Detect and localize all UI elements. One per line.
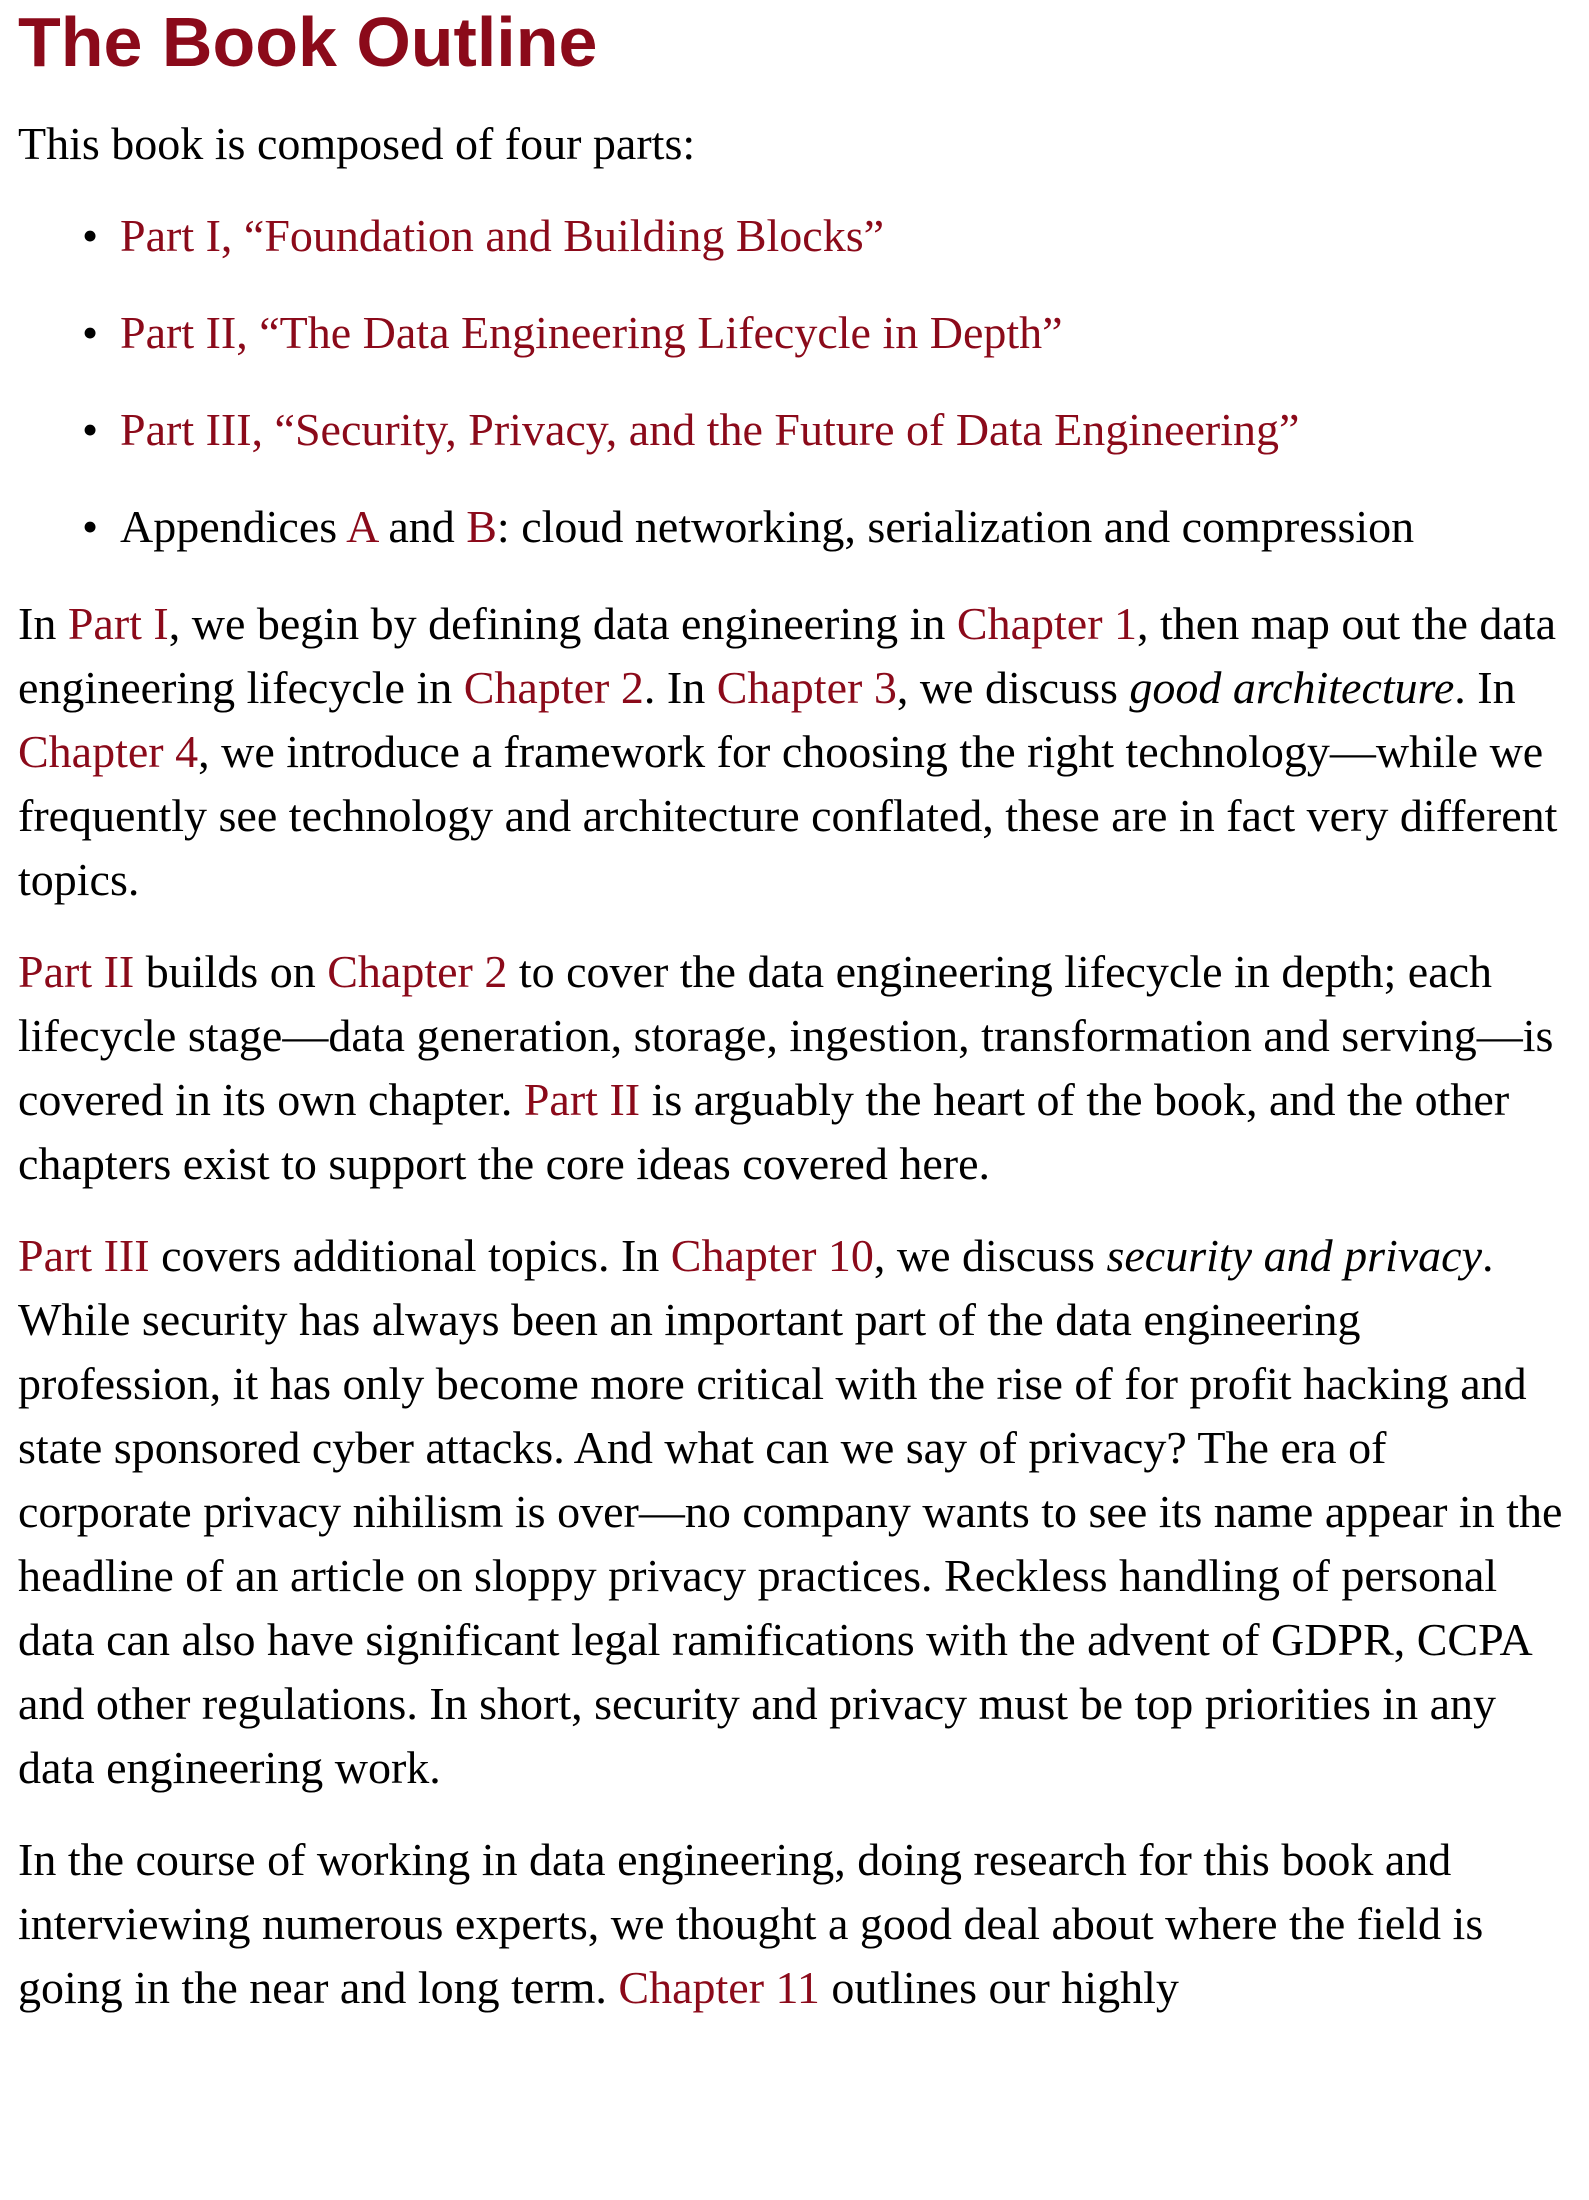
outline-list (18, 204, 1571, 559)
bullet-icon: • (82, 404, 99, 455)
paragraph-future (18, 1828, 1571, 2020)
outline-item-part-3 (82, 398, 1571, 462)
text: outlines our highly (819, 1962, 1179, 2013)
text: covers additional topics. In (149, 1230, 671, 1281)
section-heading: The Book Outline (18, 3, 598, 81)
text: , we discuss (873, 1230, 1107, 1281)
link-part-2-inline[interactable]: Part II (523, 1074, 641, 1125)
link-part-2[interactable]: Part II, “The Data Engineering Lifecycle in Depth” (120, 307, 1063, 358)
outline-item-appendices (82, 495, 1571, 559)
paragraph-part-3 (18, 1224, 1571, 1800)
emphasis-good-architecture: good architecture (1129, 662, 1455, 713)
link-part-3[interactable]: Part III, “Security, Privacy, and the Future of Data Engineering” (120, 404, 1300, 455)
outline-item-part-1 (82, 204, 1571, 268)
link-chapter-2[interactable]: Chapter 2 (463, 662, 644, 713)
text: . In (643, 662, 717, 713)
bullet-icon: • (82, 501, 99, 552)
text: , then map out the data engineering lifecycle in (18, 598, 1557, 713)
emphasis-security-privacy: security and privacy (1106, 1230, 1482, 1281)
link-chapter-2[interactable]: Chapter 2 (327, 946, 508, 997)
intro-sentence: This book is composed of four parts: (18, 118, 696, 169)
link-part-1-inline[interactable]: Part I (67, 598, 169, 649)
text: , we introduce a framework for choosing the right technology—while we frequently see technology and architecture conflated, these are in fact very different topics. (18, 726, 1558, 905)
bullet-icon: • (82, 307, 99, 358)
text: In the course of working in data engineering, doing research for this book and interviewing numerous experts, we thought a good deal about where the field is going in the near and long term. (18, 1834, 1484, 2013)
paragraph-part-2 (18, 940, 1571, 1196)
appendices-middle: and (376, 501, 467, 552)
link-part-2-inline[interactable]: Part II (18, 946, 135, 997)
bullet-icon: • (82, 210, 99, 261)
link-chapter-4[interactable]: Chapter 4 (18, 726, 199, 777)
link-part-1[interactable]: Part I, “Foundation and Building Blocks” (120, 210, 885, 261)
text: , we discuss (896, 662, 1130, 713)
text: is arguably the heart of the book, and the other chapters exist to support the core ideas covered here. (18, 1074, 1510, 1189)
paragraph-part-1 (18, 592, 1571, 912)
link-part-3-inline[interactable]: Part III (18, 1230, 150, 1281)
text: . In (1454, 662, 1516, 713)
link-chapter-10[interactable]: Chapter 10 (670, 1230, 874, 1281)
outline-item-part-2 (82, 301, 1571, 365)
appendices-prefix: Appendices (120, 501, 347, 552)
appendices-suffix: : cloud networking, serialization and compression (496, 501, 1415, 552)
link-chapter-1[interactable]: Chapter 1 (956, 598, 1138, 649)
link-appendix-a[interactable]: A (346, 501, 377, 552)
link-chapter-3[interactable]: Chapter 3 (716, 662, 897, 713)
link-appendix-b[interactable]: B (466, 501, 497, 552)
link-chapter-11[interactable]: Chapter 11 (618, 1962, 820, 2013)
text: . While security has always been an important part of the data engineering profession, it has only become more critical with the rise of for profit hacking and state sponsored cyber attacks. And what can we say of privacy? The era of corporate privacy nihilism is over—no company wants to see its name appear in the headline of an article on sloppy privacy practices. Reckless handling of personal data can also have significant legal ramifications with the advent of GDPR, CCPA and other regulations. In short, security and privacy must be top priorities in any data engineering work. (18, 1230, 1563, 1793)
text: , we begin by defining data engineering in (168, 598, 957, 649)
text: to cover the data engineering lifecycle in depth; each lifecycle stage—data generation, storage, ingestion, transformation and serving—is covered in its own chapter. (18, 946, 1554, 1125)
text: In (18, 598, 68, 649)
text: builds on (134, 946, 328, 997)
